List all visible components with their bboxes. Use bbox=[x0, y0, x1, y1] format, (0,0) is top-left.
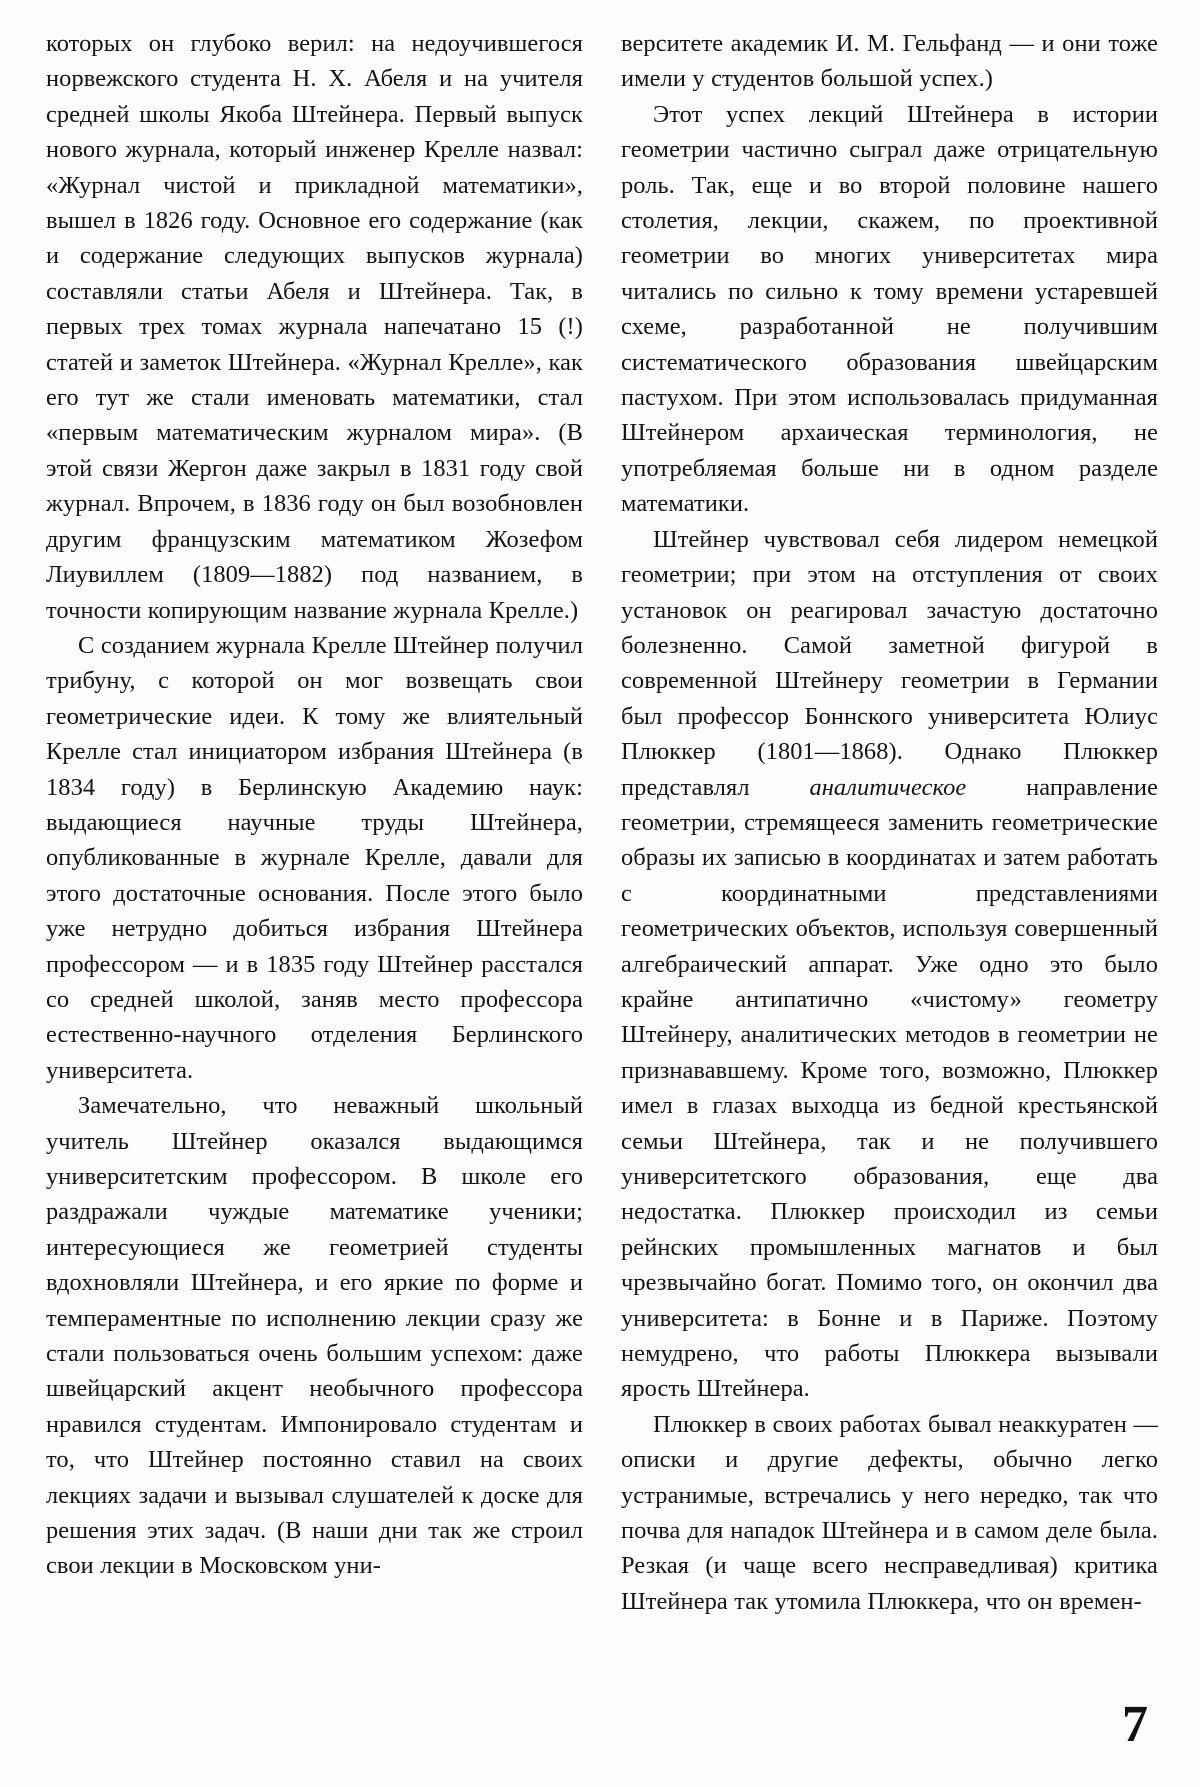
paragraph-text-after-italic: направление геометрии, стремящееся заменить геометрические образы их записью в координатах и затем работать с координатными представлениями геометрических объектов, используя совершенный алгебраический аппарат. Уже одно это было крайне антипатично «чистому» геометру Штейнеру, аналитических методов в геометрии не признававшему. Кроме того, возможно, Плюккер имел в глазах выходца из бедной крестьянской семьи Штейнера, так и не получившего университетского образования, еще два недостатка. Плюккер происходил из семьи рейнских промышленных магнатов и был чрезвычайно богат. Помимо того, он окончил два университета: в Бонне и в Париже. Поэтому немудрено, что работы Плюккера вызывали ярость Штейнера. bbox=[621, 773, 1158, 1403]
left-column bbox=[46, 26, 583, 1619]
paragraph: которых он глубоко верил: на недоучившегося норвежского студента Н. Х. Абеля и на учителя средней школы Якоба Штейнера. Первый выпуск нового журнала, который инженер Крелле назвал: «Журнал чистой и прикладной математики», вышел в 1826 году. Основное его содержание (как и содержание следующих выпусков журнала) составляли статьи Абеля и Штейнера. Так, в первых трех томах журнала напечатано 15 (!) статей и заметок Штейнера. «Журнал Крелле», как его тут же стали именовать математики, стал «первым математическим журналом мира». (В этой связи Жергон даже закрыл в 1831 году свой журнал. Впрочем, в 1836 году он был возобновлен другим французским математиком Жозефом Лиувиллем (1809—1882) под названием, в точности копирующим название журнала Крелле.) bbox=[46, 30, 583, 624]
two-column-layout bbox=[46, 26, 1158, 1619]
paragraph: Этот успех лекций Штейнера в истории геометрии частично сыграл даже отрицательную роль. Так, еще и во второй половине нашего столетия, лекции, скажем, по проективной геометрии во многих университетах мира читались по сильно к тому времени устаревшей схеме, разработанной не получившим систематического образования швейцарским пастухом. При этом использовалась придуманная Штейнером архаическая терминология, не употребляемая больше ни в одном разделе математики. bbox=[621, 100, 1158, 518]
paragraph: верситете академик И. М. Гельфанд — и они тоже имели у студентов большой успех.) bbox=[621, 30, 1158, 93]
right-column bbox=[621, 26, 1158, 1619]
paragraph-text-before-italic: Штейнер чувствовал себя лидером немецкой геометрии; при этом на отступления от своих установок он реагировал зачастую достаточно болезненно. Самой заметной фигурой в современной Штейнеру геометрии в Германии был профессор Боннского университета Юлиус Плюккер (1801—1868). Однако Плюккер представлял bbox=[621, 525, 1158, 801]
paragraph-with-italic bbox=[621, 522, 1158, 1407]
paragraph: Замечательно, что неважный школьный учитель Штейнер оказался выдающимся университетским профессором. В школе его раздражали чуждые математике ученики; интересующиеся же геометрией студенты вдохновляли Штейнера, и его яркие по форме и темпераментные по исполнению лекции сразу же стали пользоваться очень большим успехом: даже швейцарский акцент необычного профессора нравился студентам. Импонировало студентам и то, что Штейнер постоянно ставил на своих лекциях задачи и вызывал слушателей к доске для решения этих задач. (В наши дни так же строил свои лекции в Московском уни- bbox=[46, 1092, 583, 1580]
paragraph: С созданием журнала Крелле Штейнер получил трибуну, с которой он мог возвещать свои геометрические идеи. К тому же влиятельный Крелле стал инициатором избрания Штейнера (в 1834 году) в Берлинскую Академию наук: выдающиеся научные труды Штейнера, опубликованные в журнале Крелле, давали для этого достаточные основания. После этого было уже нетрудно добиться избрания Штейнера профессором — и в 1835 году Штейнер расстался со средней школой, заняв место профессора естественно-научного отделения Берлинского университета. bbox=[46, 631, 583, 1084]
italic-term: аналитическое bbox=[809, 773, 967, 801]
paragraph: Плюккер в своих работах бывал неаккуратен — описки и другие дефекты, обычно легко устранимые, встречались у него нередко, так что почва для нападок Штейнера и в самом деле была. Резкая (и чаще всего несправедливая) критика Штейнера так утомила Плюккера, что он времен- bbox=[621, 1410, 1158, 1615]
page-number: 7 bbox=[1122, 1696, 1148, 1753]
